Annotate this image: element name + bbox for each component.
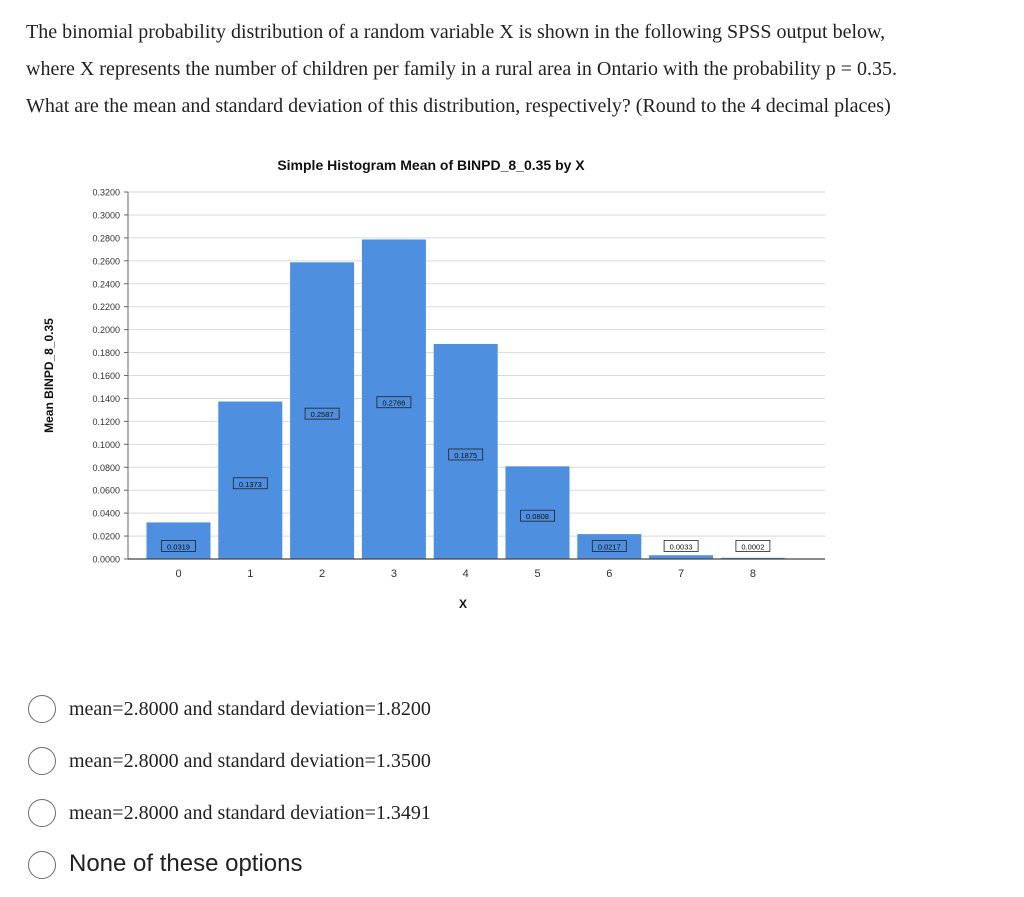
question-line-2: where X represents the number of children per family in a rural area in Ontario with the probability p = 0.35.	[26, 58, 897, 80]
data-label-7: 0.0033	[669, 542, 693, 552]
y-tick-label-16: 0.3200	[92, 187, 120, 198]
y-tick-label-7: 0.1400	[92, 393, 120, 404]
question-text	[26, 14, 1001, 125]
y-tick-label-1: 0.0200	[92, 531, 120, 542]
x-tick-label-0: 0	[175, 568, 182, 580]
answer-options	[28, 685, 728, 893]
question-line-1: The binomial probability distribution of a random variable X is shown in the following SPSS output below,	[26, 21, 886, 43]
y-tick-label-15: 0.3000	[92, 210, 120, 221]
y-tick-label-10: 0.2000	[92, 325, 120, 336]
y-tick-label-12: 0.2400	[92, 279, 120, 290]
y-tick-label-6: 0.1200	[92, 416, 120, 427]
y-tick-label-5: 0.1000	[92, 439, 120, 450]
data-label-5: 0.0808	[526, 512, 549, 522]
data-label-3: 0.2786	[382, 398, 406, 408]
x-tick-label-4: 4	[462, 568, 469, 580]
data-label-4: 0.1875	[454, 450, 478, 460]
y-tick-label-11: 0.2200	[92, 302, 120, 313]
data-label-6: 0.0217	[597, 542, 621, 552]
histogram-figure	[0, 140, 1024, 640]
option-2-radio[interactable]	[28, 747, 56, 775]
option-3-label[interactable]: mean=2.8000 and standard deviation=1.3491	[69, 802, 431, 824]
x-axis-title: X	[458, 597, 468, 611]
y-tick-label-4: 0.0800	[92, 462, 120, 473]
x-tick-label-8: 8	[749, 568, 756, 580]
y-axis-title: Mean BINPD_8_0.35	[42, 318, 56, 433]
x-tick-label-6: 6	[606, 568, 613, 580]
option-4-label[interactable]: None of these options	[69, 850, 303, 877]
option-4-radio[interactable]	[28, 851, 56, 879]
y-tick-label-0: 0.0000	[92, 554, 120, 565]
option-3-radio[interactable]	[28, 799, 56, 827]
histogram-chart	[0, 140, 1024, 640]
y-tick-label-3: 0.0600	[92, 485, 120, 496]
option-1-radio[interactable]	[28, 695, 56, 723]
option-1-label[interactable]: mean=2.8000 and standard deviation=1.8200	[69, 698, 431, 720]
y-tick-label-14: 0.2800	[92, 233, 120, 244]
option-1[interactable]	[28, 685, 728, 737]
data-label-8: 0.0002	[741, 542, 765, 552]
y-tick-label-8: 0.1600	[92, 371, 120, 381]
data-label-0: 0.0319	[167, 542, 190, 552]
y-tick-label-2: 0.0400	[92, 508, 120, 519]
chart-title: Simple Histogram Mean of BINPD_8_0.35 by X	[277, 157, 585, 173]
question-line-3: What are the mean and standard deviation of this distribution, respectively? (Round to the 4 decimal places)	[26, 95, 891, 117]
y-tick-label-13: 0.2600	[92, 256, 120, 267]
x-tick-label-7: 7	[678, 568, 685, 580]
data-label-2: 0.2587	[310, 410, 334, 420]
option-2[interactable]	[28, 737, 728, 789]
x-tick-label-2: 2	[319, 568, 326, 580]
y-tick-label-9: 0.1800	[92, 348, 120, 359]
option-2-label[interactable]: mean=2.8000 and standard deviation=1.3500	[69, 750, 431, 772]
option-4[interactable]	[28, 841, 728, 893]
x-tick-label-1: 1	[247, 568, 254, 580]
x-tick-label-3: 3	[390, 568, 397, 580]
x-tick-label-5: 5	[534, 568, 541, 580]
data-label-1: 0.1373	[238, 479, 262, 489]
option-3[interactable]	[28, 789, 728, 841]
